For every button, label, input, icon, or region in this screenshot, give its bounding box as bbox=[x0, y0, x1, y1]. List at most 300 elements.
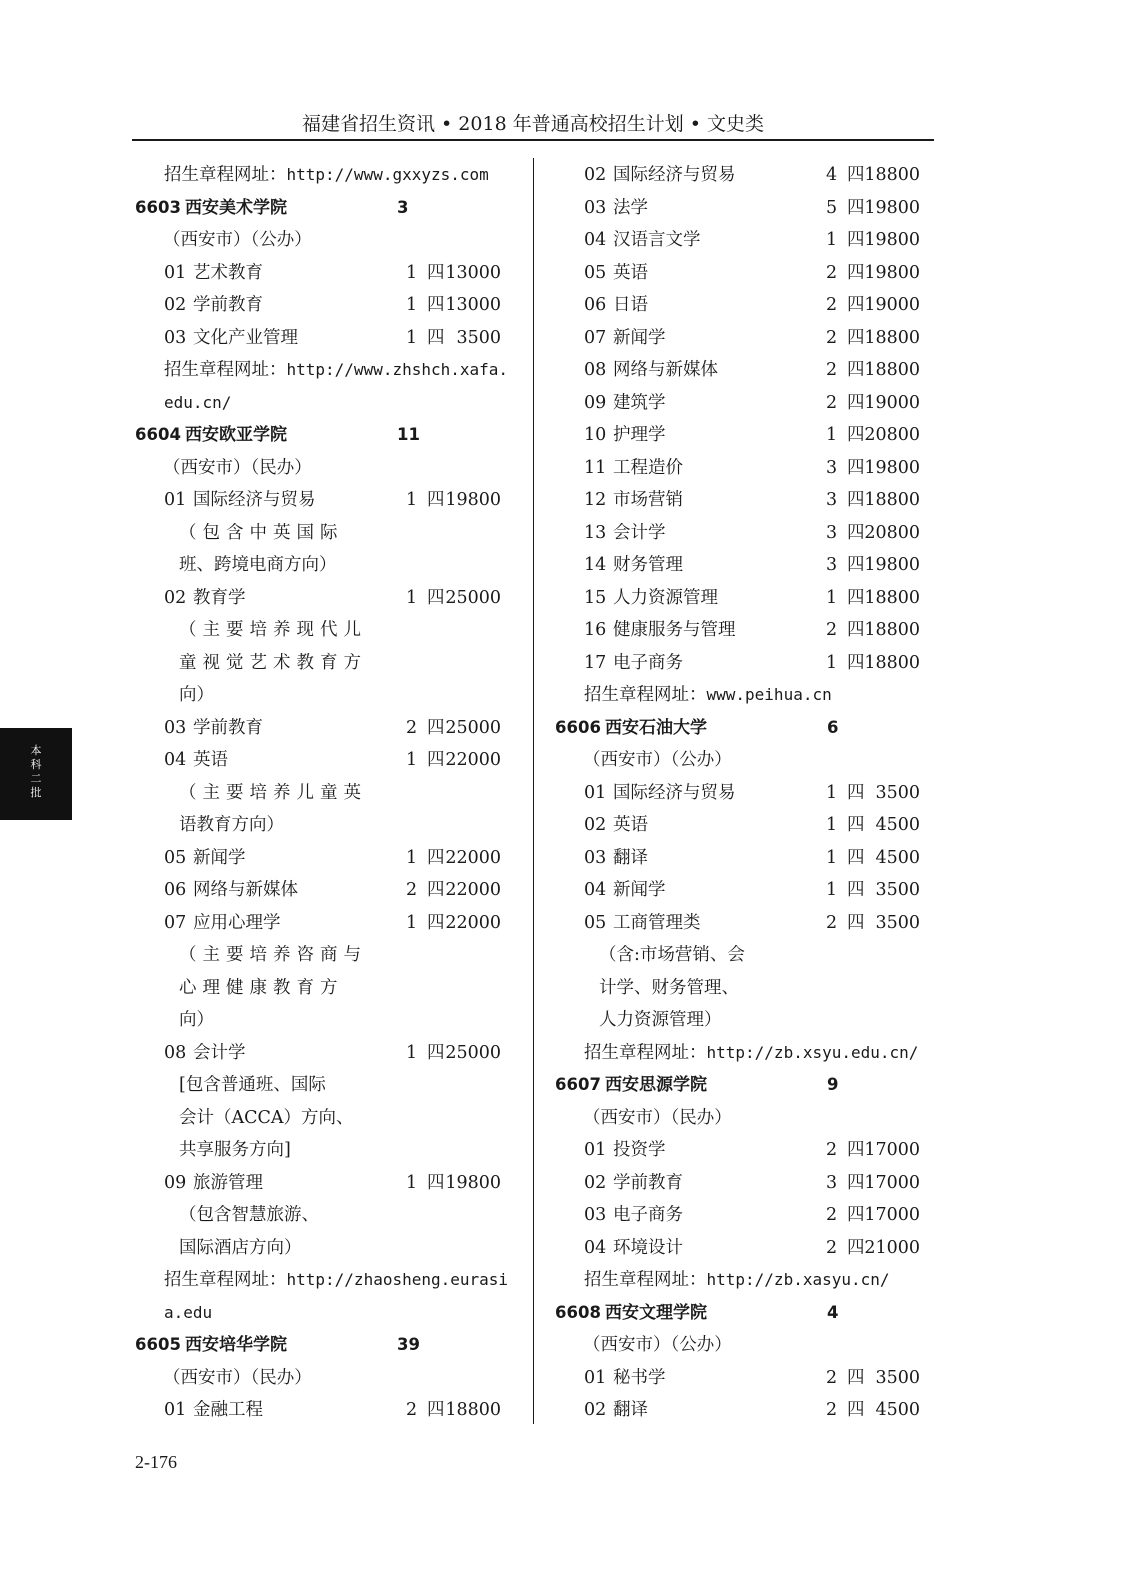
major-tuition: 22000 bbox=[445, 880, 501, 900]
major-name: 电子商务 bbox=[613, 652, 683, 673]
major-plan-count: 3 bbox=[826, 555, 838, 575]
major-plan-count: 1 bbox=[826, 847, 838, 868]
major-code: 01 bbox=[584, 1140, 607, 1160]
note-text: 童视觉艺术教育方 bbox=[179, 652, 367, 673]
major-note bbox=[555, 939, 933, 972]
major-row bbox=[555, 777, 933, 810]
school-row bbox=[135, 1329, 515, 1362]
major-plan-count: 1 bbox=[406, 847, 418, 868]
section-side-tab bbox=[0, 728, 72, 820]
major-years: 四 bbox=[847, 652, 865, 673]
major-code: 11 bbox=[584, 457, 607, 478]
major-tuition: 19800 bbox=[864, 197, 920, 218]
major-tuition: 19000 bbox=[864, 295, 920, 315]
major-years: 四 bbox=[847, 425, 865, 445]
major-plan-count: 1 bbox=[406, 1172, 418, 1193]
major-years: 四 bbox=[847, 230, 865, 250]
charter-url bbox=[584, 679, 832, 712]
major-plan-count: 3 bbox=[826, 1172, 838, 1193]
charter-url-label: 招生章程网址： bbox=[584, 1042, 707, 1063]
major-tuition: 19800 bbox=[864, 262, 920, 283]
major-code: 01 bbox=[164, 1400, 187, 1420]
major-years: 四 bbox=[847, 555, 865, 575]
major-name: 建筑学 bbox=[613, 392, 666, 413]
major-name: 日语 bbox=[613, 295, 648, 315]
major-code: 04 bbox=[164, 750, 187, 770]
school-plan-count: 39 bbox=[397, 1335, 420, 1354]
major-row bbox=[555, 387, 933, 420]
major-plan-count: 2 bbox=[826, 327, 838, 348]
major-note bbox=[555, 972, 933, 1005]
major-plan-count: 1 bbox=[406, 327, 418, 348]
major-tuition: 13000 bbox=[445, 295, 501, 315]
major-code: 01 bbox=[584, 1367, 607, 1388]
major-row bbox=[555, 1362, 933, 1395]
major-plan-count: 2 bbox=[826, 1140, 838, 1160]
major-tuition: 22000 bbox=[445, 750, 501, 770]
charter-url-value: edu.cn/ bbox=[164, 392, 232, 412]
major-note bbox=[135, 679, 515, 712]
school-name: 西安文理学院 bbox=[605, 1302, 707, 1323]
school-plan-count: 11 bbox=[397, 425, 420, 444]
major-code: 07 bbox=[164, 912, 187, 933]
school-name: 西安石油大学 bbox=[605, 717, 707, 738]
major-plan-count: 2 bbox=[406, 717, 418, 738]
major-years: 四 bbox=[847, 880, 865, 900]
major-row bbox=[135, 322, 515, 355]
major-note bbox=[135, 614, 515, 647]
major-years: 四 bbox=[847, 327, 865, 348]
location-text: （西安市）（民办） bbox=[163, 457, 312, 478]
charter-url-label: 招生章程网址： bbox=[164, 1270, 287, 1290]
major-name: 环境设计 bbox=[613, 1237, 683, 1258]
major-code: 04 bbox=[584, 1237, 607, 1258]
major-name: 投资学 bbox=[613, 1140, 666, 1160]
note-text: 共享服务方向] bbox=[179, 1140, 291, 1160]
major-plan-count: 3 bbox=[826, 522, 838, 543]
major-plan-count: 2 bbox=[826, 360, 838, 380]
major-row bbox=[555, 809, 933, 842]
note-text: 会计（ACCA）方向、 bbox=[179, 1107, 354, 1128]
major-name: 工商管理类 bbox=[613, 912, 701, 933]
major-plan-count: 1 bbox=[406, 750, 418, 770]
note-text: 计学、财务管理、 bbox=[599, 977, 739, 998]
major-code: 02 bbox=[584, 815, 607, 835]
major-plan-count: 2 bbox=[406, 880, 418, 900]
charter-url-value: http://www.zhshch.xafa. bbox=[286, 360, 509, 379]
major-tuition: 18800 bbox=[864, 327, 920, 348]
column-divider bbox=[533, 158, 534, 1424]
major-note bbox=[135, 972, 515, 1005]
major-years: 四 bbox=[427, 750, 445, 770]
school-plan-count: 9 bbox=[827, 1075, 839, 1094]
school-row bbox=[555, 712, 933, 745]
major-tuition: 19800 bbox=[445, 1172, 501, 1193]
major-code: 16 bbox=[584, 620, 607, 640]
major-tuition: 25000 bbox=[445, 1042, 501, 1063]
major-row bbox=[555, 647, 933, 680]
school-location bbox=[555, 744, 933, 777]
major-code: 05 bbox=[164, 847, 187, 868]
major-code: 09 bbox=[584, 392, 607, 413]
major-years: 四 bbox=[847, 1367, 865, 1388]
major-years: 四 bbox=[847, 262, 865, 283]
charter-url bbox=[164, 1264, 508, 1297]
major-code: 13 bbox=[584, 522, 607, 543]
major-name: 健康服务与管理 bbox=[613, 620, 736, 640]
major-name: 新闻学 bbox=[193, 847, 246, 868]
major-code: 06 bbox=[164, 880, 187, 900]
major-name: 英语 bbox=[613, 815, 648, 835]
major-row bbox=[555, 517, 933, 550]
note-text: 向） bbox=[179, 1010, 214, 1030]
major-plan-count: 1 bbox=[406, 912, 418, 933]
major-years: 四 bbox=[427, 587, 445, 608]
major-code: 05 bbox=[584, 262, 607, 283]
major-name: 新闻学 bbox=[613, 880, 666, 900]
charter-url-continued bbox=[135, 1297, 515, 1330]
major-note bbox=[135, 1232, 515, 1265]
major-row bbox=[555, 159, 933, 192]
major-plan-count: 3 bbox=[826, 457, 838, 478]
charter-url-row bbox=[135, 1264, 515, 1297]
charter-url-row bbox=[135, 354, 515, 387]
major-plan-count: 1 bbox=[406, 262, 418, 283]
major-plan-count: 2 bbox=[826, 295, 838, 315]
major-tuition: 17000 bbox=[864, 1172, 920, 1193]
major-tuition: 17000 bbox=[864, 1140, 920, 1160]
right-column bbox=[555, 159, 933, 1427]
note-text: （包含智慧旅游、 bbox=[179, 1205, 319, 1225]
major-years: 四 bbox=[427, 880, 445, 900]
major-plan-count: 1 bbox=[826, 230, 838, 250]
major-years: 四 bbox=[847, 1237, 865, 1258]
major-row bbox=[555, 452, 933, 485]
major-note bbox=[135, 1069, 515, 1102]
major-years: 四 bbox=[427, 295, 445, 315]
major-years: 四 bbox=[427, 912, 445, 933]
major-row bbox=[135, 874, 515, 907]
major-row bbox=[555, 549, 933, 582]
major-tuition: 25000 bbox=[445, 587, 501, 608]
header-rule bbox=[132, 139, 934, 141]
major-row bbox=[135, 582, 515, 615]
major-row bbox=[135, 712, 515, 745]
page-header: 福建省招生资讯 • 2018 年普通高校招生计划 • 文史类 bbox=[302, 113, 764, 135]
charter-url bbox=[164, 354, 508, 387]
major-row bbox=[135, 1037, 515, 1070]
major-code: 08 bbox=[164, 1042, 187, 1063]
major-tuition: 3500 bbox=[875, 880, 920, 900]
major-tuition: 19800 bbox=[864, 230, 920, 250]
major-code: 03 bbox=[584, 1205, 607, 1225]
note-text: 班、跨境电商方向） bbox=[179, 555, 337, 575]
major-code: 03 bbox=[164, 327, 187, 348]
major-row bbox=[135, 1167, 515, 1200]
school-location bbox=[135, 224, 515, 257]
major-name: 国际经济与贸易 bbox=[613, 782, 736, 803]
major-code: 06 bbox=[584, 295, 607, 315]
major-name: 汉语言文学 bbox=[613, 230, 701, 250]
major-code: 02 bbox=[584, 1400, 607, 1420]
school-name: 西安思源学院 bbox=[605, 1075, 707, 1095]
major-years: 四 bbox=[847, 1205, 865, 1225]
major-row bbox=[135, 257, 515, 290]
major-row bbox=[555, 192, 933, 225]
major-plan-count: 1 bbox=[826, 880, 838, 900]
major-tuition: 3500 bbox=[875, 1367, 920, 1388]
location-text: （西安市）（民办） bbox=[583, 1107, 732, 1128]
major-tuition: 19000 bbox=[864, 392, 920, 413]
major-note bbox=[135, 1004, 515, 1037]
major-plan-count: 2 bbox=[826, 1367, 838, 1388]
major-plan-count: 1 bbox=[826, 652, 838, 673]
school-location bbox=[135, 1362, 515, 1395]
major-years: 四 bbox=[847, 457, 865, 478]
major-name: 学前教育 bbox=[193, 295, 263, 315]
charter-url-value: http://zhaosheng.eurasi bbox=[286, 1270, 509, 1289]
major-years: 四 bbox=[847, 1140, 865, 1160]
major-tuition: 19800 bbox=[445, 490, 501, 510]
note-text: （主要培养儿童英 bbox=[179, 782, 367, 803]
charter-url-value: http://www.gxxyzs.com bbox=[286, 165, 489, 184]
major-row bbox=[555, 1394, 933, 1427]
major-years: 四 bbox=[847, 522, 865, 543]
major-tuition: 4500 bbox=[875, 847, 920, 868]
major-note bbox=[135, 777, 515, 810]
major-name: 护理学 bbox=[613, 425, 666, 445]
major-name: 旅游管理 bbox=[193, 1172, 263, 1193]
major-plan-count: 1 bbox=[406, 1042, 418, 1063]
major-tuition: 20800 bbox=[864, 522, 920, 543]
charter-url-continued bbox=[135, 387, 515, 420]
major-tuition: 22000 bbox=[445, 912, 501, 933]
major-name: 艺术教育 bbox=[193, 262, 263, 283]
major-tuition: 3500 bbox=[875, 912, 920, 933]
major-row bbox=[555, 224, 933, 257]
school-location bbox=[135, 452, 515, 485]
major-tuition: 3500 bbox=[456, 327, 501, 348]
major-years: 四 bbox=[427, 327, 445, 348]
major-name: 新闻学 bbox=[613, 327, 666, 348]
charter-url bbox=[584, 1264, 890, 1297]
school-name: 西安培华学院 bbox=[185, 1335, 287, 1355]
major-name: 学前教育 bbox=[193, 717, 263, 738]
note-text: 心理健康教育方 bbox=[179, 977, 344, 998]
major-code: 17 bbox=[584, 652, 607, 673]
major-years: 四 bbox=[427, 490, 445, 510]
major-code: 02 bbox=[164, 295, 187, 315]
major-row bbox=[135, 1394, 515, 1427]
major-code: 05 bbox=[584, 912, 607, 933]
major-years: 四 bbox=[847, 360, 865, 380]
school-name: 西安欧亚学院 bbox=[185, 425, 287, 445]
major-plan-count: 2 bbox=[406, 1400, 418, 1420]
major-code: 01 bbox=[584, 782, 607, 803]
charter-url-label: 招生章程网址： bbox=[164, 165, 287, 185]
major-code: 12 bbox=[584, 490, 607, 510]
major-code: 10 bbox=[584, 425, 607, 445]
major-code: 14 bbox=[584, 555, 607, 575]
major-tuition: 22000 bbox=[445, 847, 501, 868]
major-note bbox=[555, 1004, 933, 1037]
major-name: 财务管理 bbox=[613, 555, 683, 575]
major-years: 四 bbox=[847, 165, 865, 185]
major-plan-count: 2 bbox=[826, 392, 838, 413]
major-name: 教育学 bbox=[193, 587, 246, 608]
major-name: 工程造价 bbox=[613, 457, 683, 478]
major-plan-count: 1 bbox=[406, 295, 418, 315]
major-row bbox=[135, 744, 515, 777]
note-text: 语教育方向） bbox=[179, 815, 284, 835]
major-plan-count: 1 bbox=[406, 587, 418, 608]
major-row bbox=[555, 484, 933, 517]
major-name: 学前教育 bbox=[613, 1172, 683, 1193]
charter-url-value: http://zb.xsyu.edu.cn/ bbox=[706, 1042, 919, 1062]
major-name: 翻译 bbox=[613, 1400, 648, 1420]
major-name: 法学 bbox=[613, 197, 648, 218]
charter-url-row bbox=[555, 679, 933, 712]
charter-url-row bbox=[555, 1264, 933, 1297]
major-years: 四 bbox=[427, 717, 445, 738]
note-text: [包含普通班、国际 bbox=[179, 1075, 326, 1095]
major-code: 08 bbox=[584, 360, 607, 380]
major-name: 国际经济与贸易 bbox=[613, 165, 736, 185]
major-tuition: 19800 bbox=[864, 555, 920, 575]
school-location bbox=[555, 1102, 933, 1135]
page-number: 2-176 bbox=[135, 1452, 177, 1472]
major-tuition: 20800 bbox=[864, 425, 920, 445]
major-plan-count: 2 bbox=[826, 912, 838, 933]
major-code: 03 bbox=[584, 847, 607, 868]
major-plan-count: 1 bbox=[826, 815, 838, 835]
major-row bbox=[555, 1199, 933, 1232]
major-years: 四 bbox=[427, 1172, 445, 1193]
major-code: 02 bbox=[584, 1172, 607, 1193]
major-note bbox=[135, 1199, 515, 1232]
charter-url-label: 招生章程网址： bbox=[164, 360, 287, 380]
charter-url bbox=[164, 159, 489, 192]
charter-url-value: http://zb.xasyu.cn/ bbox=[706, 1270, 890, 1289]
school-plan-count: 4 bbox=[827, 1302, 839, 1322]
charter-url-row bbox=[135, 159, 515, 192]
note-text: （主要培养现代儿 bbox=[179, 620, 367, 640]
major-name: 网络与新媒体 bbox=[193, 880, 298, 900]
major-years: 四 bbox=[847, 620, 865, 640]
major-row bbox=[555, 582, 933, 615]
major-row bbox=[555, 419, 933, 452]
major-code: 09 bbox=[164, 1172, 187, 1193]
note-text: （包含中英国际 bbox=[179, 522, 344, 543]
major-plan-count: 2 bbox=[826, 620, 838, 640]
major-note bbox=[135, 549, 515, 582]
major-name: 市场营销 bbox=[613, 490, 683, 510]
major-years: 四 bbox=[847, 782, 865, 803]
major-code: 02 bbox=[584, 165, 607, 185]
school-code: 6604 bbox=[135, 425, 181, 444]
major-row bbox=[555, 1167, 933, 1200]
major-row bbox=[555, 874, 933, 907]
major-name: 网络与新媒体 bbox=[613, 360, 718, 380]
major-name: 秘书学 bbox=[613, 1367, 666, 1388]
major-row bbox=[555, 354, 933, 387]
major-plan-count: 2 bbox=[826, 1400, 838, 1420]
major-note bbox=[135, 517, 515, 550]
major-years: 四 bbox=[847, 490, 865, 510]
note-text: （含:市场营销、会 bbox=[599, 945, 745, 965]
major-years: 四 bbox=[847, 587, 865, 608]
major-name: 应用心理学 bbox=[193, 912, 281, 933]
major-tuition: 25000 bbox=[445, 717, 501, 738]
major-code: 03 bbox=[584, 197, 607, 218]
major-years: 四 bbox=[847, 197, 865, 218]
major-tuition: 18800 bbox=[864, 360, 920, 380]
major-row bbox=[555, 289, 933, 322]
major-tuition: 18800 bbox=[864, 652, 920, 673]
major-row bbox=[135, 484, 515, 517]
major-years: 四 bbox=[847, 1400, 865, 1420]
school-code: 6603 bbox=[135, 197, 181, 217]
major-name: 英语 bbox=[193, 750, 228, 770]
charter-url-value: www.peihua.cn bbox=[706, 685, 832, 704]
major-name: 会计学 bbox=[613, 522, 666, 543]
major-row bbox=[555, 322, 933, 355]
major-plan-count: 5 bbox=[826, 197, 838, 218]
major-tuition: 4500 bbox=[875, 815, 920, 835]
side-tab-label: 本科二批 bbox=[30, 744, 42, 799]
major-tuition: 19800 bbox=[864, 457, 920, 478]
charter-url bbox=[584, 1037, 918, 1070]
note-text: 国际酒店方向） bbox=[179, 1237, 302, 1258]
school-row bbox=[555, 1297, 933, 1330]
major-row bbox=[555, 257, 933, 290]
major-note bbox=[135, 647, 515, 680]
major-years: 四 bbox=[847, 847, 865, 868]
school-plan-count: 6 bbox=[827, 717, 839, 737]
school-row bbox=[555, 1069, 933, 1102]
major-plan-count: 3 bbox=[826, 490, 838, 510]
charter-url-label: 招生章程网址： bbox=[584, 1270, 707, 1290]
major-tuition: 13000 bbox=[445, 262, 501, 283]
major-row bbox=[135, 907, 515, 940]
major-name: 金融工程 bbox=[193, 1400, 263, 1420]
major-plan-count: 2 bbox=[826, 1205, 838, 1225]
major-tuition: 18800 bbox=[445, 1400, 501, 1420]
major-tuition: 18800 bbox=[864, 587, 920, 608]
location-text: （西安市）（公办） bbox=[583, 1335, 732, 1355]
major-name: 国际经济与贸易 bbox=[193, 490, 316, 510]
school-location bbox=[555, 1329, 933, 1362]
major-tuition: 18800 bbox=[864, 165, 920, 185]
note-text: 人力资源管理） bbox=[599, 1010, 722, 1030]
major-row bbox=[135, 289, 515, 322]
school-name: 西安美术学院 bbox=[185, 197, 287, 218]
note-text: 向） bbox=[179, 685, 214, 705]
major-code: 01 bbox=[164, 262, 187, 283]
major-plan-count: 2 bbox=[826, 1237, 838, 1258]
note-text: （主要培养咨商与 bbox=[179, 945, 367, 965]
major-tuition: 17000 bbox=[864, 1205, 920, 1225]
major-name: 英语 bbox=[613, 262, 648, 283]
major-years: 四 bbox=[427, 1042, 445, 1063]
charter-url-row bbox=[555, 1037, 933, 1070]
major-code: 15 bbox=[584, 587, 607, 608]
major-tuition: 21000 bbox=[864, 1237, 920, 1258]
school-code: 6607 bbox=[555, 1075, 601, 1094]
major-years: 四 bbox=[847, 392, 865, 413]
major-name: 翻译 bbox=[613, 847, 648, 868]
major-plan-count: 1 bbox=[826, 782, 838, 803]
